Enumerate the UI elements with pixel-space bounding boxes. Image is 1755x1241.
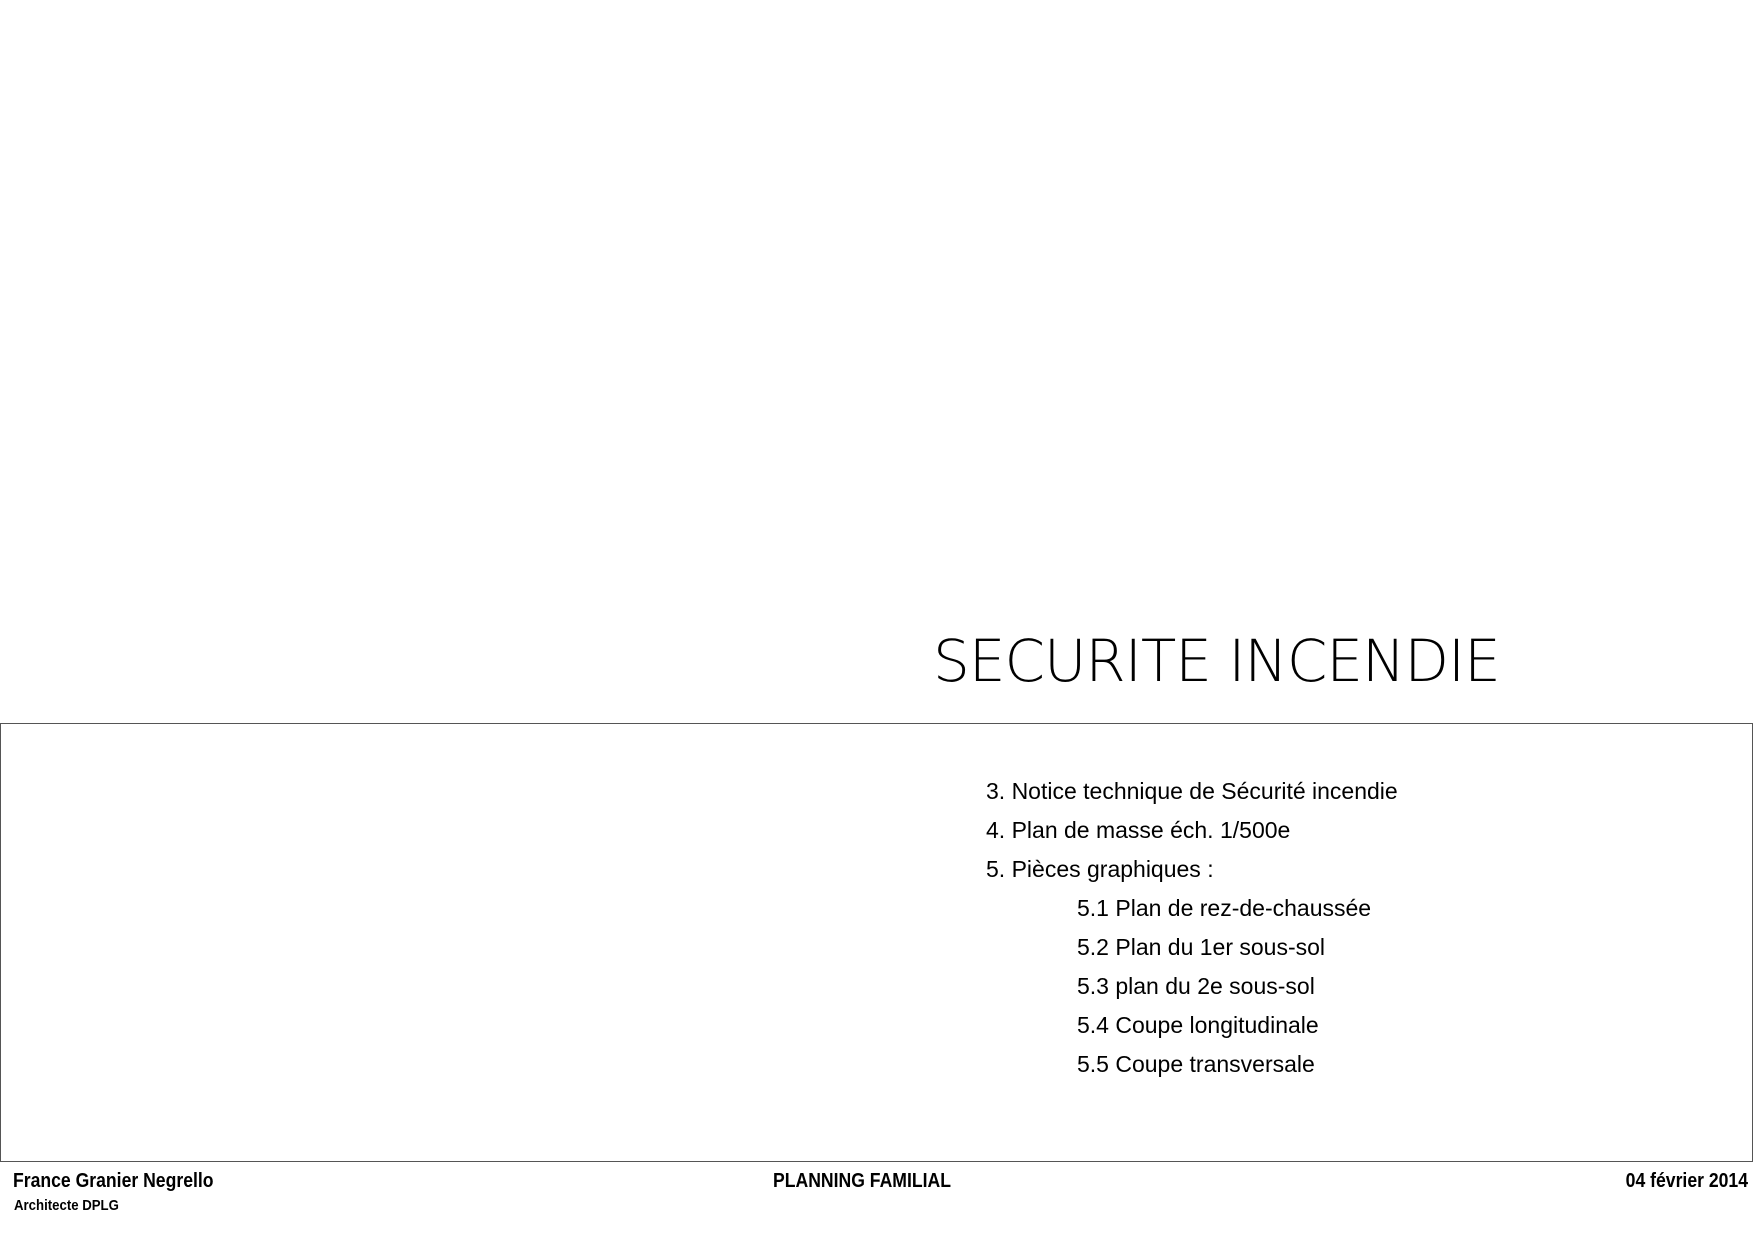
contents-list xyxy=(986,772,1398,1084)
content-frame xyxy=(0,723,1753,1162)
contents-subitem-rez-de-chaussee: 5.1 Plan de rez-de-chaussée xyxy=(1077,895,1372,921)
contents-subitem-2e-sous-sol: 5.3 plan du 2e sous-sol xyxy=(1077,973,1315,999)
contents-subitem-1er-sous-sol: 5.2 Plan du 1er sous-sol xyxy=(1077,934,1326,960)
page-title: SECURITE INCENDIE xyxy=(933,627,1500,695)
contents-item-notice: 3. Notice technique de Sécurité incendie xyxy=(986,778,1398,804)
contents-subitem-coupe-longitudinale: 5.4 Coupe longitudinale xyxy=(1077,1012,1319,1038)
footer-date: 04 février 2014 xyxy=(1625,1170,1748,1192)
contents-subitem-coupe-transversale: 5.5 Coupe transversale xyxy=(1077,1051,1315,1077)
contents-item-plan-masse: 4. Plan de masse éch. 1/500e xyxy=(986,817,1291,843)
footer-author: France Granier Negrello xyxy=(13,1170,214,1192)
footer-role: Architecte DPLG xyxy=(14,1197,119,1214)
footer-project: PLANNING FAMILIAL xyxy=(773,1170,951,1192)
contents-item-pieces-graphiques: 5. Pièces graphiques : xyxy=(986,856,1214,882)
